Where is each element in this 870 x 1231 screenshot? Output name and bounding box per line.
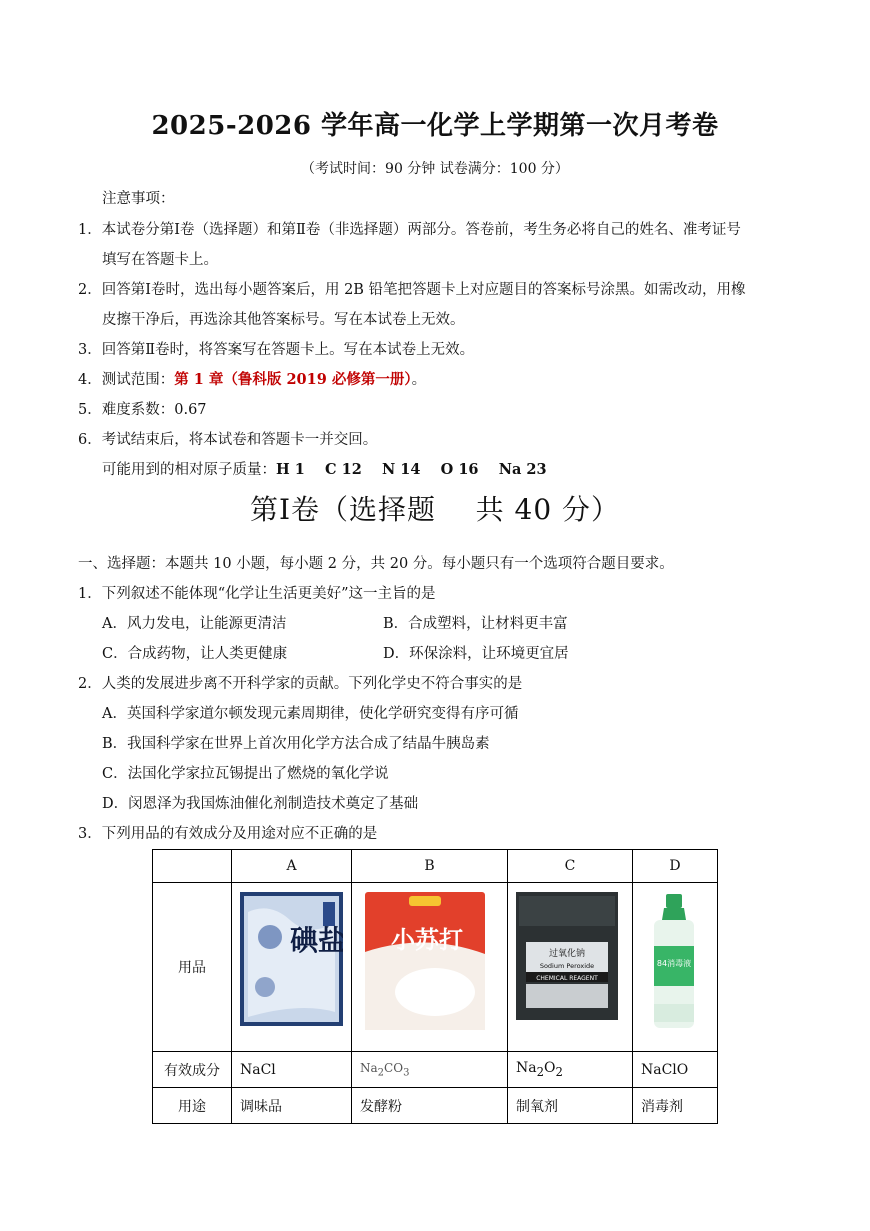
q3-table: [152, 849, 718, 1124]
note-text: 考试结束后，将本试卷和答题卡一并交回。: [101, 432, 378, 448]
reagent-bottle-icon: [516, 892, 618, 1020]
q1-option-b: B．合成塑料，让材料更丰富: [383, 616, 568, 632]
use-b: 发酵粉: [352, 1088, 508, 1124]
table-header-row: [153, 850, 718, 883]
q2-option-d: D．闵恩泽为我国炼油催化剂制造技术奠定了基础: [102, 796, 419, 812]
salt-label: 碘盐: [289, 924, 343, 957]
table-header-cell: D: [633, 850, 718, 883]
note-item-6: [78, 428, 377, 449]
test-scope: 第 1 章（鲁科版 2019 必修第一册）: [174, 371, 412, 388]
use-d: 消毒剂: [633, 1088, 718, 1124]
note-text: 本试卷分第Ⅰ卷（选择题）和第Ⅱ卷（非选择题）两部分。答卷前，考生务必将自己的姓名、准考证号: [101, 222, 741, 238]
section-title: 第Ⅰ卷（选择题 共 40 分）: [249, 493, 621, 526]
note-item-4: [78, 368, 426, 389]
component-b: $Na_2CO_3$: [352, 1052, 508, 1088]
note-item-2-cont: 皮擦干净后，再选涂其他答案标号。写在本试卷上无效。: [102, 312, 465, 328]
bleach-label: 84消毒液: [656, 959, 692, 968]
reagent-band-label: CHEMICAL REAGENT: [536, 975, 598, 982]
note-item-3: [78, 338, 474, 359]
table-header-cell: [153, 850, 232, 883]
disinfectant-image: [650, 894, 698, 1030]
table-row-components: [153, 1052, 718, 1088]
note-text: 。: [411, 372, 427, 388]
reagent-en-label: Sodium Peroxide: [539, 962, 595, 970]
note-number: 1．: [78, 222, 102, 238]
product-b-cell: [352, 883, 508, 1052]
table-header-cell: C: [508, 850, 633, 883]
component-a: NaCl: [232, 1052, 352, 1088]
difficulty: 难度系数：0.67: [101, 402, 207, 418]
note-text: 测试范围：: [101, 372, 175, 388]
note-text: 回答第Ⅱ卷时，将答案写在答题卡上。写在本试卷上无效。: [101, 342, 475, 358]
product-c-cell: [508, 883, 633, 1052]
note-item-2: [78, 278, 746, 299]
q2-option-a: A．英国科学家道尔顿发现元素周期律，使化学研究变得有序可循: [102, 706, 519, 722]
use-a: 调味品: [232, 1088, 352, 1124]
table-row-items: [153, 883, 718, 1052]
soda-label: 小苏打: [391, 926, 463, 954]
section-instruction: 一、选择题：本题共 10 小题，每小题 2 分，共 20 分。每小题只有一个选项符合题目要求。: [78, 556, 674, 572]
product-a-cell: [232, 883, 352, 1052]
q1-stem: 1．下列叙述不能体现“化学让生活更美好”这一主旨的是: [78, 586, 436, 602]
q1-option-d: D．环保涂料，让环境更宜居: [383, 646, 569, 662]
baking-soda-image: [365, 892, 485, 1030]
salt-bag-icon: [240, 892, 343, 1026]
soda-bag-icon: [365, 892, 485, 1030]
note-item-1: [78, 218, 741, 239]
atomic-masses-label: 可能用到的相对原子质量：: [102, 462, 276, 478]
disinfectant-bottle-icon: [650, 894, 698, 1030]
row-label-item: 用品: [153, 883, 232, 1052]
exam-title: 2025-2026 学年高一化学上学期第一次月考卷: [151, 111, 719, 141]
atomic-masses-values: H 1 C 12 N 14 O 16 Na 23: [276, 461, 547, 478]
q3-stem: 3．下列用品的有效成分及用途对应不正确的是: [78, 826, 378, 842]
exam-subtitle: （考试时间：90 分钟 试卷满分：100 分）: [301, 161, 569, 177]
table-row-uses: [153, 1088, 718, 1124]
notes-heading: 注意事项：: [102, 191, 175, 207]
q2-option-c: C．法国化学家拉瓦锡提出了燃烧的氧化学说: [102, 766, 389, 782]
note-number: 3．: [78, 342, 102, 358]
q2-option-b: B．我国科学家在世界上首次用化学方法合成了结晶牛胰岛素: [102, 736, 490, 752]
iodized-salt-image: [240, 892, 343, 1026]
row-label-component: 有效成分: [153, 1052, 232, 1088]
sodium-peroxide-image: [516, 892, 618, 1020]
note-number: 5．: [78, 402, 102, 418]
q1-option-a: A．风力发电，让能源更清洁: [102, 616, 287, 632]
reagent-cn-label: 过氧化钠: [548, 949, 586, 959]
row-label-use: 用途: [153, 1088, 232, 1124]
product-d-cell: [633, 883, 718, 1052]
component-d: NaClO: [633, 1052, 718, 1088]
use-c: 制氧剂: [508, 1088, 633, 1124]
note-item-5: [78, 398, 207, 419]
note-number: 6．: [78, 432, 102, 448]
table-header-cell: B: [352, 850, 508, 883]
atomic-masses: [102, 458, 547, 479]
note-number: 2．: [78, 282, 102, 298]
note-number: 4．: [78, 372, 102, 388]
note-text: 回答第Ⅰ卷时，选出每小题答案后，用 2B 铅笔把答题卡上对应题目的答案标号涂黑。如需改动，用橡: [101, 282, 746, 298]
component-c: $Na_2O_2$: [508, 1052, 633, 1088]
q1-option-c: C．合成药物，让人类更健康: [102, 646, 288, 662]
note-item-1-cont: 填写在答题卡上。: [102, 252, 218, 268]
table-header-cell: A: [232, 850, 352, 883]
q2-stem: 2．人类的发展进步离不开科学家的贡献。下列化学史不符合事实的是: [78, 676, 523, 692]
